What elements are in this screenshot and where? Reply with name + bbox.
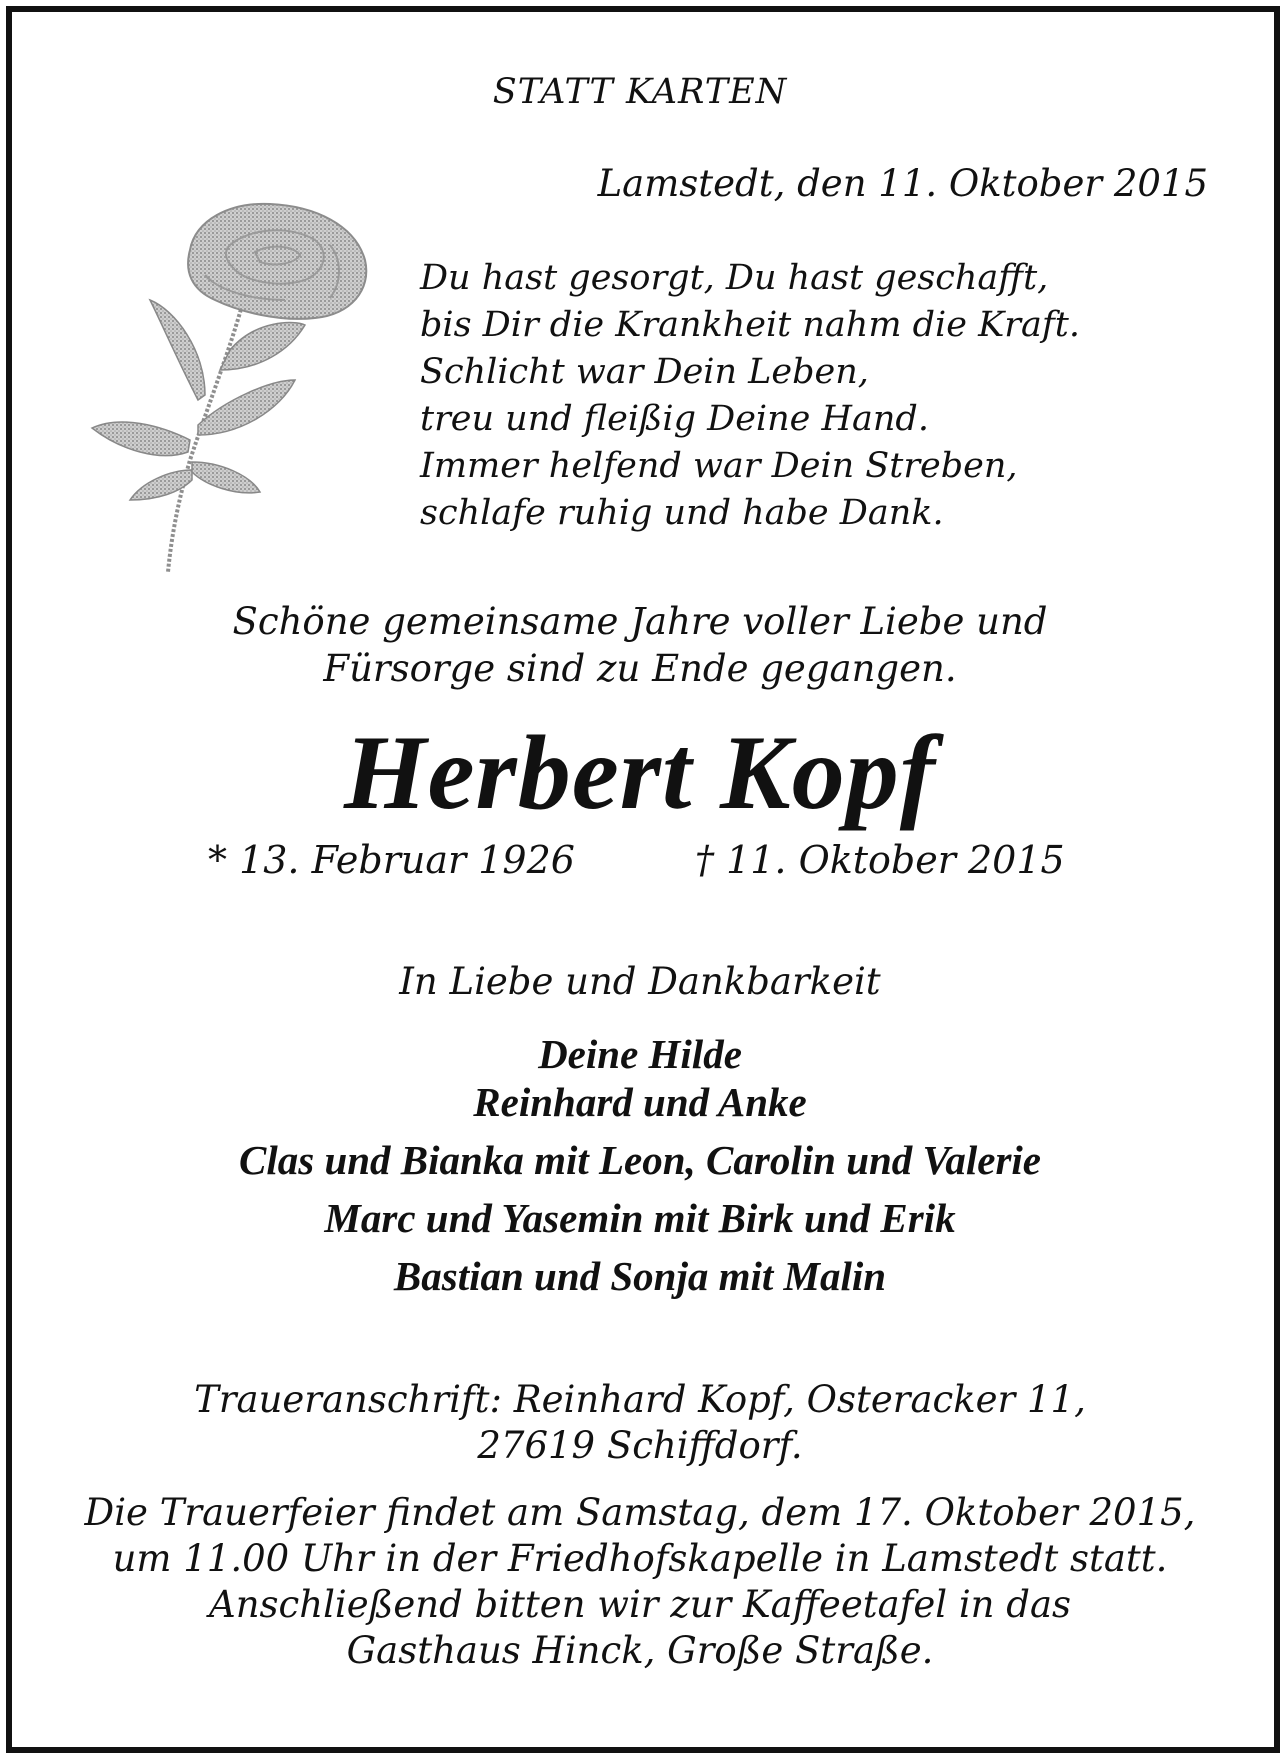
address-line: 27619 Schiffdorf.: [477, 1424, 803, 1467]
place-date: Lamstedt, den 11. Oktober 2015: [597, 162, 1208, 205]
deceased-name: Herbert Kopf: [344, 714, 936, 831]
poem-line: Du hast gesorgt, Du hast geschafft,: [420, 258, 1049, 298]
ceremony-line: Die Trauerfeier findet am Samstag, dem 17. Oktober 2015,: [84, 1491, 1196, 1534]
ceremony-line: um 11.00 Uhr in der Friedhofskapelle in Lamstedt statt.: [112, 1537, 1168, 1580]
poem-line: schlafe ruhig und habe Dank.: [420, 493, 944, 533]
mourning-address: [0, 1377, 1280, 1469]
statt-karten-label: STATT KARTEN: [492, 72, 788, 112]
ceremony-line: Anschließend bitten wir zur Kaffeetafel in das: [209, 1583, 1071, 1626]
rose-icon: [80, 200, 390, 580]
mourner-line: Reinhard und Anke: [473, 1079, 807, 1125]
intro-line: Fürsorge sind zu Ende gegangen.: [323, 647, 957, 690]
mourners-list: [0, 1030, 1280, 1300]
mourner-line: Marc und Yasemin mit Birk und Erik: [324, 1195, 956, 1241]
mourner-line: Bastian und Sonja mit Malin: [393, 1253, 887, 1299]
intro-text: [0, 598, 1280, 692]
mourner-line: Clas und Bianka mit Leon, Carolin und Valerie: [239, 1137, 1041, 1183]
closing-phrase: In Liebe und Dankbarkeit: [399, 960, 881, 1003]
ceremony-info: [0, 1490, 1280, 1674]
poem: [420, 255, 1080, 537]
poem-line: bis Dir die Krankheit nahm die Kraft.: [420, 305, 1080, 345]
poem-line: Immer helfend war Dein Streben,: [420, 446, 1018, 486]
poem-line: Schlicht war Dein Leben,: [420, 352, 869, 392]
mourner-line: Deine Hilde: [538, 1031, 742, 1077]
poem-line: treu und fleißig Deine Hand.: [420, 399, 929, 439]
birth-date: * 13. Februar 1926: [208, 838, 575, 882]
ceremony-line: Gasthaus Hinck, Große Straße.: [346, 1629, 934, 1672]
address-line: Traueranschrift: Reinhard Kopf, Osteracker 11,: [194, 1378, 1086, 1421]
intro-line: Schöne gemeinsame Jahre voller Liebe und: [232, 600, 1048, 643]
death-date: † 11. Oktober 2015: [695, 838, 1065, 882]
